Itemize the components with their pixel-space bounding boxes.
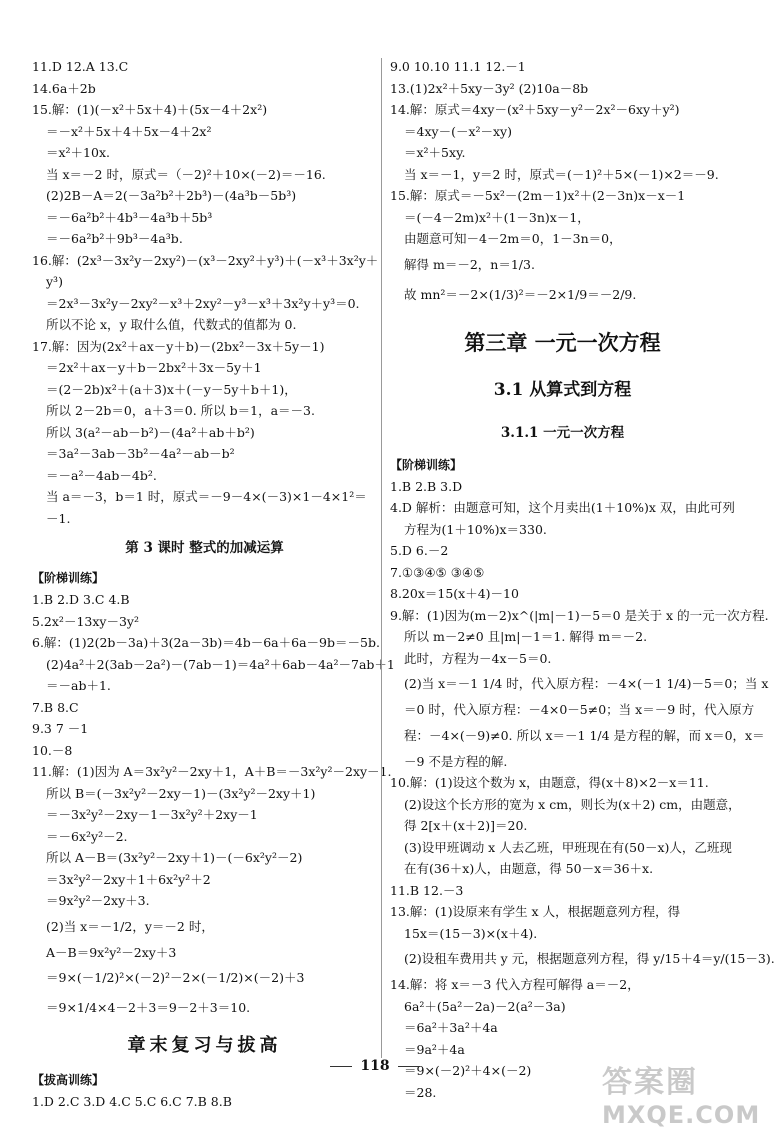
answer-line: (2)当 x＝－1/2，y＝－2 时，	[46, 918, 214, 934]
answer-line: 14.6a＋2b	[32, 80, 96, 96]
left-column	[32, 56, 395, 1113]
answer-line: 15.解：(1)(－x²＋5x＋4)＋(5x－4＋2x²)	[32, 102, 268, 117]
answer-line: ＝－6x²y²－2.	[46, 828, 128, 844]
answer-line: 9.解：(1)因为(m－2)x^(|m|－1)－5＝0 是关于 x 的一元一次方程.	[390, 607, 769, 623]
answer-line: ＝9×1/4×4－2＋3＝9－2＋3＝10.	[46, 1000, 251, 1015]
answer-line: 9.3 7 －1	[32, 721, 89, 736]
answer-line: 14.解：将 x＝－3 代入方程可解得 a＝－2，	[390, 977, 640, 992]
training-tag: 【阶梯训练】	[390, 457, 463, 472]
answer-line: 所以 2－2b＝0，a＋3＝0. 所以 b＝1，a＝－3.	[46, 403, 315, 418]
answer-line: 故 mn²＝－2×(1/3)²＝－2×1/9＝－2/9.	[404, 286, 637, 302]
answer-line: 11.D 12.A 13.C	[32, 59, 129, 74]
answer-line: 10.－8	[32, 742, 73, 758]
answer-line: ＝－6a²b²＋4b³－4a³b＋5b³	[46, 209, 213, 225]
answer-line: 4.D 解析：由题意可知，这个月卖出(1＋10%)x 双，由此可列	[390, 500, 735, 515]
answer-line: ＝9×(－1/2)²×(－2)²－2×(－1/2)×(－2)＋3	[46, 970, 305, 985]
answer-line: 在有(36＋x)人，由题意，得 50－x＝36＋x.	[404, 861, 654, 876]
answer-line: (2)当 x＝－1 1/4 时，代入原方程：－4×(－1 1/4)－5＝0；当 x	[404, 676, 769, 691]
answer-line: 17.解：因为(2x²＋ax－y＋b)－(2bx²－3x＋5y－1)	[32, 338, 325, 354]
answer-line: ＝－ab＋1.	[46, 678, 111, 693]
answer-line: ＝2x²＋ax－y＋b－2bx²＋3x－5y＋1	[46, 360, 262, 375]
answer-line: 13.解：(1)设原来有学生 x 人，根据题意列方程，得	[390, 904, 681, 919]
answer-line: (3)设甲班调动 x 人去乙班，甲班现在有(50－x)人，乙班现	[404, 839, 732, 855]
answer-line: (2)4a²＋2(3ab－2a²)－(7ab－1)＝4a²＋6ab－4a²－7ab＋1	[46, 656, 395, 672]
answer-line: ＝x²＋5xy.	[404, 145, 466, 160]
answer-line: 得 2[x＋(x＋2)]＝20.	[404, 818, 528, 833]
section-heading: 3.1 从算式到方程	[493, 379, 632, 400]
answer-line: 6.解：(1)2(2b－3a)＋3(2a－3b)＝4b－6a＋6a－9b＝－5b.	[32, 635, 380, 650]
answer-line: 10.解：(1)设这个数为 x，由题意，得(x＋8)×2－x＝11.	[390, 775, 709, 790]
training-tag: 【阶梯训练】	[32, 571, 105, 585]
answer-line: 所以 m－2≠0 且|m|－1＝1. 解得 m＝－2.	[404, 629, 648, 644]
answer-line: ＝－a²－4ab－4b².	[46, 467, 157, 483]
answer-line: 此时，方程为－4x－5＝0.	[404, 650, 552, 666]
column-divider	[381, 58, 382, 1058]
answer-line: A－B＝9x²y²－2xy＋3	[46, 944, 177, 960]
answer-line: 9.0 10.10 11.1 12.－1	[390, 59, 526, 74]
answer-line: 16.解：(2x³－3x²y－2xy²)－(x³－2xy²＋y³)＋(－x³＋3x²y＋	[32, 252, 379, 268]
page-number-dash-right	[398, 1066, 420, 1067]
answer-line: －9 不是方程的解.	[404, 753, 508, 769]
answer-line: (2)设这个长方形的宽为 x cm，则长为(x＋2) cm，由题意，	[404, 796, 741, 812]
answer-line: ＝2x³－3x²y－2xy²－x³＋2xy²－y³－x³＋3x²y＋y³＝0.	[46, 295, 360, 311]
answer-line: 解得 m＝－2，n＝1/3.	[404, 256, 535, 272]
answer-line: y³)	[46, 274, 63, 289]
answer-line: 15.解：原式＝－5x²－(2m－1)x²＋(2－3n)x－x－1	[390, 188, 686, 203]
answer-line: ＝3x²y²－2xy＋1＋6x²y²＋2	[46, 871, 211, 887]
answer-line: 1.B 2.B 3.D	[390, 478, 463, 494]
answer-line: 11.B 12.－3	[390, 882, 464, 898]
answer-line: ＝6a²＋3a²＋4a	[404, 1020, 498, 1035]
answer-line: 5.D 6.－2	[390, 543, 449, 558]
answer-line: 方程为(1＋10%)x＝330.	[404, 521, 547, 537]
training-tag: 【拔高训练】	[32, 1073, 105, 1087]
answer-line: 程：－4×(－9)≠0. 所以 x＝－1 1/4 是方程的解，而 x＝0，x＝	[404, 727, 765, 743]
answer-line: 由题意可知－4－2m＝0，1－3n＝0，	[404, 231, 622, 246]
answer-line: ＝28.	[404, 1084, 437, 1100]
section-heading: 章末复习与拔高	[127, 1035, 282, 1056]
answer-line: －1.	[46, 510, 71, 526]
answer-line: ＝0 时，代入原方程：－4×0－5≠0；当 x＝－9 时，代入原方	[404, 702, 755, 717]
answer-line: (2)2B－A＝2(－3a²b²＋2b³)－(4a³b－5b³)	[46, 188, 297, 203]
answer-line: 所以 A－B＝(3x²y²－2xy＋1)－(－6x²y²－2)	[46, 850, 303, 865]
answer-line: ＝9a²＋4a	[404, 1041, 465, 1057]
answer-line: ＝－3x²y²－2xy－1－3x²y²＋2xy－1	[46, 807, 258, 822]
answer-line: 所以 3(a²－ab－b²)－(4a²＋ab＋b²)	[46, 424, 255, 440]
answer-line: ＝9x²y²－2xy＋3.	[46, 893, 150, 908]
right-column	[390, 56, 775, 1103]
answer-line: 当 x＝－2 时，原式＝（－2)²＋10×(－2)＝－16.	[46, 166, 326, 182]
answer-line: 8.20x＝15(x＋4)－10	[390, 586, 519, 601]
answer-line: 14.解：原式＝4xy－(x²＋5xy－y²－2x²－6xy＋y²)	[390, 102, 680, 117]
answer-line: ＝－x²＋5x＋4＋5x－4＋2x²	[46, 123, 212, 139]
answer-line: 7.①③④⑤ ③④⑤	[390, 564, 485, 580]
answer-line: 15x＝(15－3)×(x＋4).	[404, 925, 538, 941]
answer-line: 所以不论 x，y 取什么值，代数式的值都为 0.	[46, 317, 297, 332]
answer-line: 当 a＝－3，b＝1 时，原式＝－9－4×(－3)×1－4×1²＝	[46, 489, 367, 504]
answer-line: 7.B 8.C	[32, 699, 79, 715]
answer-line: ＝x²＋10x.	[46, 145, 110, 160]
answer-line: ＝(2－2b)x²＋(a＋3)x＋(－y－5y＋b＋1)，	[46, 381, 297, 397]
section-heading: 第三章 一元一次方程	[464, 329, 661, 355]
answer-line: ＝4xy－(－x²－xy)	[404, 123, 512, 139]
page-number-text: 118	[360, 1058, 390, 1074]
section-heading: 第 3 课时 整式的加减运算	[125, 540, 284, 556]
answer-line: ＝－6a²b²＋9b³－4a³b.	[46, 231, 183, 246]
answer-line: ＝(－4－2m)x²＋(1－3n)x－1，	[404, 209, 590, 225]
answer-line: ＝9×(－2)²＋4×(－2)	[404, 1063, 532, 1078]
answer-line: 6a²＋(5a²－2a)－2(a²－3a)	[404, 998, 566, 1014]
answer-line: 1.D 2.C 3.D 4.C 5.C 6.C 7.B 8.B	[32, 1094, 232, 1109]
section-heading: 3.1.1 一元一次方程	[500, 424, 625, 441]
answer-line: 11.解：(1)因为 A＝3x²y²－2xy＋1，A＋B＝－3x²y²－2xy－1.	[32, 764, 392, 779]
answer-line: 所以 B＝(－3x²y²－2xy－1)－(3x²y²－2xy＋1)	[46, 785, 316, 801]
answer-line: 1.B 2.D 3.C 4.B	[32, 592, 130, 607]
answer-line: (2)设租车费用共 y 元，根据题意列方程，得 y/15＋4＝y/(15－3).	[404, 951, 775, 966]
watermark-logo	[602, 1057, 761, 1129]
watermark-top: 答案圈	[602, 1065, 698, 1100]
answer-line: 5.2x²－13xy－3y²	[32, 613, 139, 629]
answer-line: 13.(1)2x²＋5xy－3y² (2)10a－8b	[390, 80, 589, 96]
page-number-dash-left	[330, 1066, 352, 1067]
answer-line: 当 x＝－1，y＝2 时，原式＝(－1)²＋5×(－1)×2＝－9.	[404, 166, 719, 182]
answer-line: ＝3a²－3ab－3b²－4a²－ab－b²	[46, 446, 235, 461]
watermark-bottom: MXQE.COM	[602, 1101, 761, 1129]
